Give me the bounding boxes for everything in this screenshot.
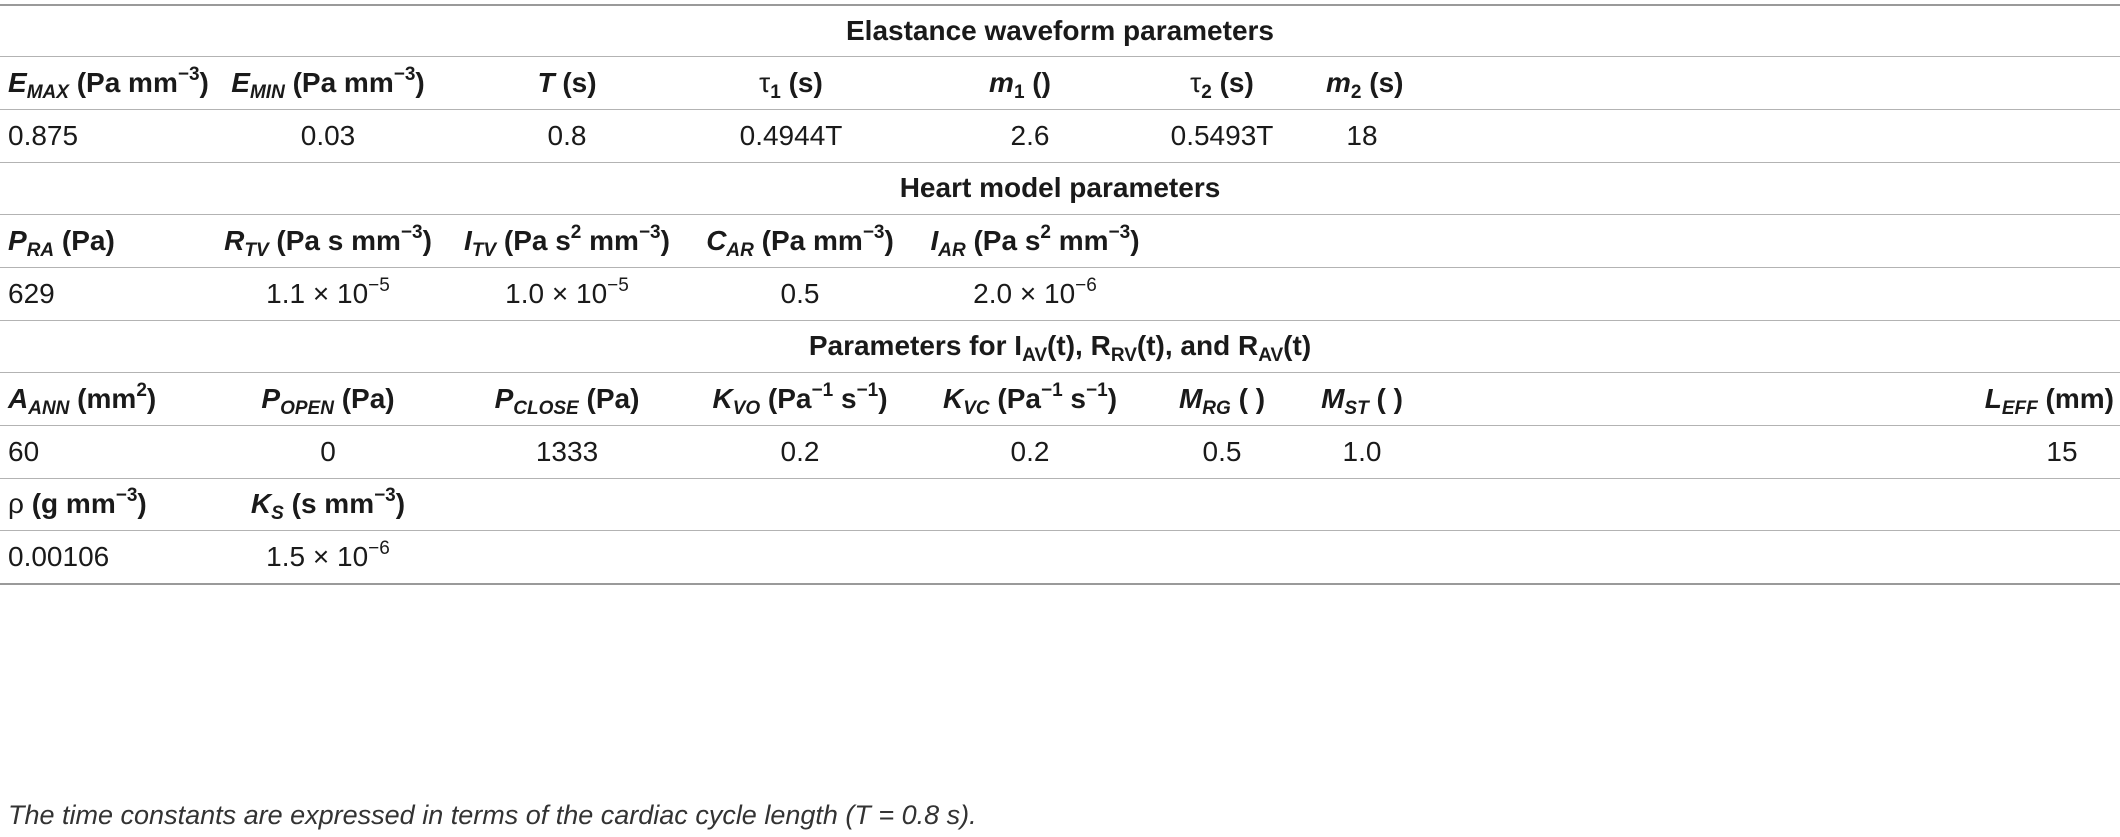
section-title-elastance: Elastance waveform parameters (846, 15, 1274, 46)
header-kvo: $K_{VO}$ ($Pa^{-1}$ $s^{-1}$) (712, 380, 888, 419)
value-itv: $1.0 \times 10^{-5}$ (505, 275, 629, 309)
value-kvc: 0.2 (1010, 436, 1050, 467)
value-ks: $1.5 \times 10^{-6}$ (266, 538, 390, 572)
header-emin: $E_{MIN}$ (Pa $mm^{-3}$) (231, 64, 425, 103)
value-tau1: 0.4944T (739, 120, 843, 151)
value-leff: 15 (2046, 436, 2078, 467)
value-emin: 0.03 (300, 120, 356, 151)
header-itv: $I_{TV}$ (Pa $s^2$ $mm^{-3}$) (464, 222, 670, 261)
header-rho: ρ (g $mm^{-3}$) (8, 485, 147, 519)
header-pra: $P_{RA}$ (Pa) (8, 225, 115, 261)
value-m2: 18 (1346, 120, 1378, 151)
section-title-heart-model: Heart model parameters (899, 172, 1221, 203)
table-bottom-rule (0, 583, 2120, 585)
header-m2: $m_2$ (s) (1326, 67, 1404, 103)
divider (0, 372, 2120, 373)
value-popen: 0 (320, 436, 336, 467)
value-rtv: $1.1 \times 10^{-5}$ (266, 275, 390, 309)
header-ks: $K_S$ (s $mm^{-3}$) (250, 485, 406, 524)
value-t: 0.8 (547, 120, 587, 151)
table-footnote: The time constants are expressed in terms of the cardiac cycle length (T = 0.8 s). (8, 800, 977, 830)
value-mrg: 0.5 (1202, 436, 1242, 467)
value-rho: 0.00106 (8, 541, 110, 572)
value-m1: 2.6 (1010, 120, 1050, 151)
header-m1: $m_1$ () (989, 67, 1051, 103)
value-pclose: 1333 (535, 436, 599, 467)
header-iar: $I_{AR}$ (Pa $s^2$ $mm^{-3}$) (930, 222, 1140, 261)
divider (0, 162, 2120, 163)
divider (0, 530, 2120, 531)
header-mrg: $M_{RG}$ ( ) (1178, 383, 1266, 419)
header-tau1: $\tau_1$ (s) (759, 67, 823, 103)
value-pra: 629 (8, 278, 55, 309)
value-car: 0.5 (780, 278, 820, 309)
divider (0, 425, 2120, 426)
divider (0, 478, 2120, 479)
header-rtv: $R_{TV}$ (Pa s $mm^{-3}$) (224, 222, 432, 261)
divider (0, 267, 2120, 268)
value-kvo: 0.2 (780, 436, 820, 467)
table-top-rule (0, 4, 2120, 6)
header-emax: $E_{MAX}$ (Pa $mm^{-3}$) (8, 64, 209, 103)
value-tau2: 0.5493T (1170, 120, 1274, 151)
header-car: $C_{AR}$ (Pa $mm^{-3}$) (706, 222, 894, 261)
header-aann: $A_{ANN}$ $(mm^2)$ (8, 380, 157, 419)
value-aann: 60 (8, 436, 40, 467)
value-iar: $2.0 \times 10^{-6}$ (973, 275, 1097, 309)
divider (0, 109, 2120, 110)
header-t: T (s) (537, 67, 597, 98)
value-emax: 0.875 (8, 120, 79, 151)
value-mst: 1.0 (1342, 436, 1382, 467)
header-mst: $M_{ST}$ ( ) (1321, 383, 1403, 419)
header-pclose: $P_{CLOSE}$ (Pa) (494, 383, 640, 419)
header-leff: $L_{EFF}$ (mm) (1984, 383, 2114, 419)
divider (0, 320, 2120, 321)
divider (0, 214, 2120, 215)
header-popen: $P_{OPEN}$ (Pa) (261, 383, 395, 419)
divider (0, 56, 2120, 57)
section-title-valve-parameters: Parameters for $I_{AV}(t)$, $R_{RV}(t)$, and $R_{AV}(t)$ (808, 330, 1312, 366)
header-kvc: $K_{VC}$ ($Pa^{-1}$ $s^{-1}$) (942, 380, 1118, 419)
header-tau2: $\tau_2$ (s) (1190, 67, 1254, 103)
